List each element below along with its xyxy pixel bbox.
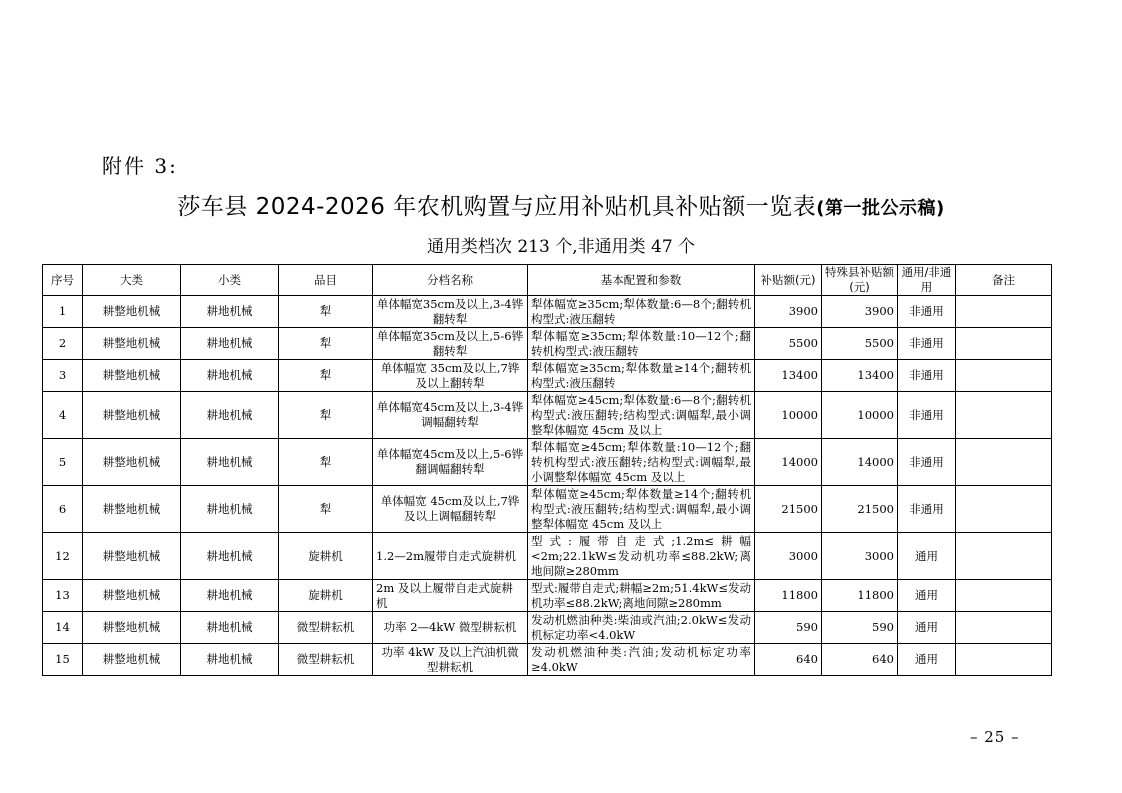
table-row xyxy=(43,392,1052,439)
cell-item: 犁 xyxy=(279,392,373,439)
cell-subcategory: 耕地机械 xyxy=(181,439,279,486)
cell-item: 犁 xyxy=(279,486,373,533)
table-row xyxy=(43,486,1052,533)
cell-subsidy: 590 xyxy=(755,612,822,644)
table-row xyxy=(43,612,1052,644)
cell-category: 耕整地机械 xyxy=(83,439,181,486)
cell-subcategory: 耕地机械 xyxy=(181,533,279,580)
cell-special: 14000 xyxy=(822,439,898,486)
cell-no: 12 xyxy=(43,533,83,580)
page-number: – 25 – xyxy=(970,728,1020,746)
cell-category: 耕整地机械 xyxy=(83,296,181,328)
cell-subcategory: 耕地机械 xyxy=(181,580,279,612)
cell-no: 6 xyxy=(43,486,83,533)
col-header-category: 大类 xyxy=(83,265,181,296)
cell-item: 微型耕耘机 xyxy=(279,612,373,644)
cell-config: 型式:履带自走式;1.2m≤耕幅<2m;22.1kW≤发动机功率≤88.2kW;离地间隙≥280mm xyxy=(528,533,755,580)
cell-grade: 单体幅宽35cm及以上,5-6铧翻转犁 xyxy=(373,328,528,360)
cell-grade: 单体幅宽35cm及以上,3-4铧翻转犁 xyxy=(373,296,528,328)
cell-item: 旋耕机 xyxy=(279,580,373,612)
cell-category: 耕整地机械 xyxy=(83,580,181,612)
cell-config: 犁体幅宽≥45cm;犁体数量:6—8个;翻转机构型式:液压翻转;结构型式:调幅犁,最小调整犁体幅宽 45cm 及以上 xyxy=(528,392,755,439)
cell-item: 旋耕机 xyxy=(279,533,373,580)
cell-grade: 单体幅宽 35cm及以上,7铧及以上翻转犁 xyxy=(373,360,528,392)
col-header-config: 基本配置和参数 xyxy=(528,265,755,296)
cell-no: 5 xyxy=(43,439,83,486)
cell-note xyxy=(956,644,1052,676)
cell-subsidy: 21500 xyxy=(755,486,822,533)
cell-type: 非通用 xyxy=(898,360,956,392)
cell-special: 21500 xyxy=(822,486,898,533)
cell-config: 犁体幅宽≥35cm;犁体数量:10—12个;翻转机构型式:液压翻转 xyxy=(528,328,755,360)
subsidy-table xyxy=(42,264,1052,676)
cell-grade: 功率 2—4kW 微型耕耘机 xyxy=(373,612,528,644)
cell-category: 耕整地机械 xyxy=(83,486,181,533)
cell-type: 非通用 xyxy=(898,392,956,439)
cell-no: 14 xyxy=(43,612,83,644)
cell-note xyxy=(956,580,1052,612)
table-body xyxy=(43,296,1052,676)
cell-special: 13400 xyxy=(822,360,898,392)
cell-subsidy: 5500 xyxy=(755,328,822,360)
col-header-subsidy: 补贴额(元) xyxy=(755,265,822,296)
cell-type: 非通用 xyxy=(898,486,956,533)
cell-subcategory: 耕地机械 xyxy=(181,360,279,392)
cell-subcategory: 耕地机械 xyxy=(181,644,279,676)
cell-subcategory: 耕地机械 xyxy=(181,328,279,360)
table-row xyxy=(43,533,1052,580)
attachment-label: 附件 3: xyxy=(102,154,178,178)
col-header-type: 通用/非通用 xyxy=(898,265,956,296)
table-row xyxy=(43,580,1052,612)
cell-grade: 1.2—2m履带自走式旋耕机 xyxy=(373,533,528,580)
cell-config: 型式:履带自走式;耕幅≥2m;51.4kW≤发动机功率≤88.2kW;离地间隙≥280mm xyxy=(528,580,755,612)
cell-no: 2 xyxy=(43,328,83,360)
cell-subsidy: 3000 xyxy=(755,533,822,580)
cell-item: 犁 xyxy=(279,360,373,392)
cell-special: 3900 xyxy=(822,296,898,328)
cell-type: 通用 xyxy=(898,612,956,644)
col-header-grade: 分档名称 xyxy=(373,265,528,296)
cell-config: 犁体幅宽≥35cm;犁体数量:6—8个;翻转机构型式:液压翻转 xyxy=(528,296,755,328)
cell-config: 犁体幅宽≥45cm;犁体数量:10—12个;翻转机构型式:液压翻转;结构型式:调幅犁,最小调整犁体幅宽 45cm 及以上 xyxy=(528,439,755,486)
cell-subcategory: 耕地机械 xyxy=(181,612,279,644)
cell-note xyxy=(956,486,1052,533)
table-row xyxy=(43,296,1052,328)
cell-type: 非通用 xyxy=(898,328,956,360)
cell-subsidy: 14000 xyxy=(755,439,822,486)
cell-subcategory: 耕地机械 xyxy=(181,296,279,328)
cell-category: 耕整地机械 xyxy=(83,533,181,580)
cell-note xyxy=(956,360,1052,392)
cell-special: 5500 xyxy=(822,328,898,360)
cell-type: 非通用 xyxy=(898,439,956,486)
cell-no: 1 xyxy=(43,296,83,328)
cell-config: 发动机燃油种类:柴油或汽油;2.0kW≤发动机标定功率<4.0kW xyxy=(528,612,755,644)
cell-note xyxy=(956,533,1052,580)
cell-note xyxy=(956,439,1052,486)
cell-grade: 功率 4kW 及以上汽油机微型耕耘机 xyxy=(373,644,528,676)
col-header-item: 品目 xyxy=(279,265,373,296)
title-main: 莎车县 2024-2026 年农机购置与应用补贴机具补贴额一览表 xyxy=(177,194,817,220)
cell-item: 犁 xyxy=(279,328,373,360)
col-header-note: 备注 xyxy=(956,265,1052,296)
cell-special: 3000 xyxy=(822,533,898,580)
cell-grade: 单体幅宽45cm及以上,3-4铧调幅翻转犁 xyxy=(373,392,528,439)
cell-category: 耕整地机械 xyxy=(83,612,181,644)
cell-category: 耕整地机械 xyxy=(83,328,181,360)
cell-no: 15 xyxy=(43,644,83,676)
cell-category: 耕整地机械 xyxy=(83,644,181,676)
cell-no: 13 xyxy=(43,580,83,612)
cell-item: 犁 xyxy=(279,296,373,328)
cell-special: 590 xyxy=(822,612,898,644)
cell-grade: 单体幅宽45cm及以上,5-6铧翻调幅翻转犁 xyxy=(373,439,528,486)
col-header-subcategory: 小类 xyxy=(181,265,279,296)
table-row xyxy=(43,644,1052,676)
cell-special: 10000 xyxy=(822,392,898,439)
col-header-special: 特殊县补贴额(元) xyxy=(822,265,898,296)
cell-category: 耕整地机械 xyxy=(83,360,181,392)
cell-special: 640 xyxy=(822,644,898,676)
cell-type: 通用 xyxy=(898,533,956,580)
table-header-row xyxy=(43,265,1052,296)
cell-special: 11800 xyxy=(822,580,898,612)
cell-no: 4 xyxy=(43,392,83,439)
cell-note xyxy=(956,328,1052,360)
cell-subsidy: 10000 xyxy=(755,392,822,439)
cell-subcategory: 耕地机械 xyxy=(181,392,279,439)
document-title xyxy=(0,188,1122,221)
document-subtitle: 通用类档次 213 个,非通用类 47 个 xyxy=(426,237,696,257)
cell-config: 犁体幅宽≥35cm;犁体数量≥14个;翻转机构型式:液压翻转 xyxy=(528,360,755,392)
cell-type: 通用 xyxy=(898,580,956,612)
table-row xyxy=(43,439,1052,486)
cell-item: 微型耕耘机 xyxy=(279,644,373,676)
col-header-no: 序号 xyxy=(43,265,83,296)
cell-config: 犁体幅宽≥45cm;犁体数量≥14个;翻转机构型式:液压翻转;结构型式:调幅犁,最小调整犁体幅宽 45cm 及以上 xyxy=(528,486,755,533)
cell-config: 发动机燃油种类:汽油;发动机标定功率≥4.0kW xyxy=(528,644,755,676)
cell-note xyxy=(956,296,1052,328)
cell-subsidy: 3900 xyxy=(755,296,822,328)
title-note: (第一批公示稿) xyxy=(816,198,945,219)
cell-type: 通用 xyxy=(898,644,956,676)
cell-subsidy: 640 xyxy=(755,644,822,676)
cell-no: 3 xyxy=(43,360,83,392)
cell-item: 犁 xyxy=(279,439,373,486)
table-row xyxy=(43,328,1052,360)
cell-type: 非通用 xyxy=(898,296,956,328)
cell-note xyxy=(956,392,1052,439)
cell-category: 耕整地机械 xyxy=(83,392,181,439)
cell-subsidy: 13400 xyxy=(755,360,822,392)
cell-grade: 单体幅宽 45cm及以上,7铧及以上调幅翻转犁 xyxy=(373,486,528,533)
table-row xyxy=(43,360,1052,392)
cell-note xyxy=(956,612,1052,644)
cell-grade: 2m 及以上履带自走式旋耕机 xyxy=(373,580,528,612)
cell-subsidy: 11800 xyxy=(755,580,822,612)
cell-subcategory: 耕地机械 xyxy=(181,486,279,533)
